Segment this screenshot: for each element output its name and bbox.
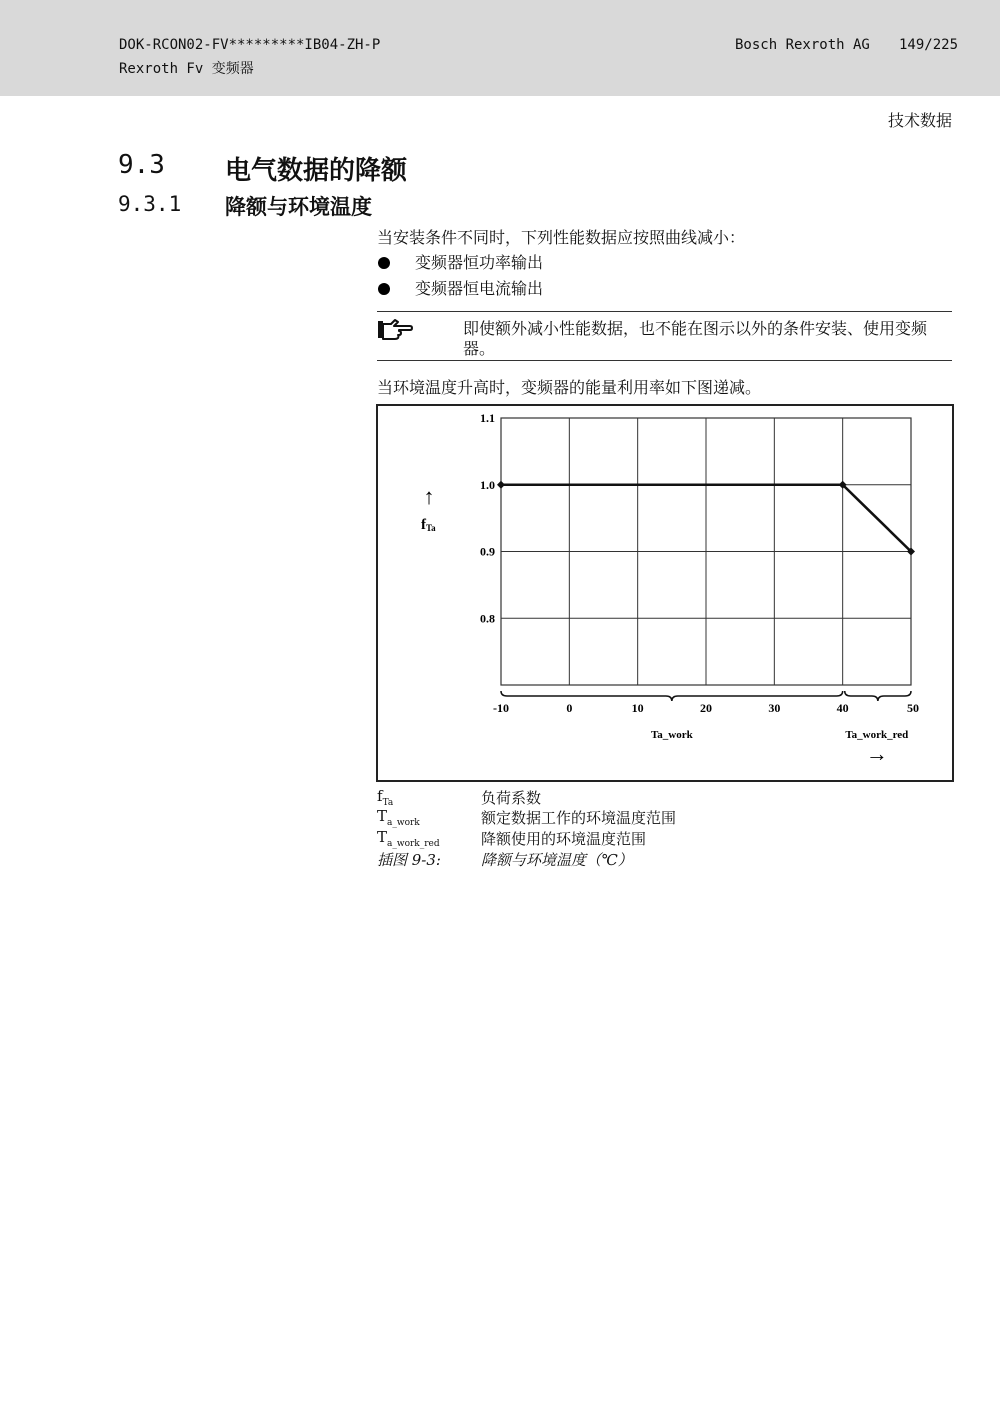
chart-intro-text: 当环境温度升高时，变频器的能量利用率如下图递减。: [377, 378, 762, 397]
y-tick-label: 1.1: [480, 411, 495, 425]
bullet-icon: [378, 257, 390, 269]
range-label-red: Ta_work_red: [845, 729, 909, 741]
y-axis-label-main: f: [421, 517, 426, 533]
x-tick-label: 0: [566, 701, 573, 715]
heading2-title: 降额与环境温度: [225, 195, 372, 219]
note-text-line2: 器。: [463, 339, 496, 358]
data-point-marker: [497, 481, 505, 489]
y-tick-label: 0.9: [480, 544, 495, 559]
bullet-item: 变频器恒电流输出: [415, 279, 544, 298]
range-brace-work: [501, 691, 843, 701]
chart-frame: [376, 404, 954, 782]
x-tick-label: 40: [836, 701, 849, 715]
bullet-item: 变频器恒功率输出: [415, 253, 544, 272]
company-name: Bosch Rexroth AG: [735, 37, 870, 53]
bullet-icon: [378, 283, 390, 295]
legend-desc: 负荷系数: [481, 789, 542, 807]
heading1-title: 电气数据的降额: [225, 156, 408, 186]
legend-sym: T: [377, 828, 388, 846]
legend-sub: Ta: [382, 798, 394, 808]
derating-chart: [378, 406, 952, 780]
legend-symbol: [377, 807, 420, 828]
y-axis-label: [421, 517, 436, 533]
note-bottom-rule: [377, 360, 952, 361]
legend-symbol: [377, 787, 393, 808]
figure-caption-label: 插图 9-3:: [377, 851, 441, 869]
pointing-hand-icon: [377, 318, 413, 342]
y-tick-label: 1.0: [480, 477, 495, 492]
heading-9-3: [118, 150, 165, 180]
range-brace-red: [845, 691, 911, 701]
x-tick-label: -10: [493, 701, 509, 715]
legend-sub: a_work: [387, 818, 420, 828]
intro-text: 当安装条件不同时，下列性能数据应按照曲线减小：: [377, 228, 746, 247]
x-tick-label: 50: [907, 701, 919, 715]
x-tick-label: 10: [631, 701, 644, 715]
page-number: 149/225: [899, 37, 959, 53]
x-tick-label: 30: [768, 701, 781, 715]
legend-desc: 额定数据工作的环境温度范围: [481, 809, 677, 827]
note-text-line1: 即使额外减小性能数据，也不能在图示以外的条件安装、使用变频: [463, 319, 928, 338]
doc-code: DOK-RCON02-FV*********IB04-ZH-P: [119, 37, 381, 53]
figure-caption-text: 降额与环境温度（℃）: [481, 851, 633, 869]
legend-desc: 降额使用的环境温度范围: [481, 830, 647, 848]
x-tick-label: 20: [700, 701, 712, 715]
x-arrow-icon: →: [865, 741, 888, 766]
legend-sym: f: [377, 787, 383, 805]
product-name: Rexroth Fv 变频器: [119, 61, 254, 77]
legend-sub: a_work_red: [387, 839, 440, 849]
heading-9-3-1: [118, 192, 181, 216]
y-tick-label: 0.8: [480, 611, 495, 626]
y-axis-label-sub: Ta: [426, 523, 436, 533]
note-top-rule: [377, 311, 952, 312]
y-arrow-icon: ↑: [423, 484, 435, 509]
range-label-work: Ta_work: [650, 729, 693, 741]
legend-symbol: [377, 828, 440, 849]
section-label: 技术数据: [887, 111, 952, 130]
heading1-number: 9.3: [118, 150, 165, 180]
heading2-number: 9.3.1: [118, 192, 182, 216]
legend-sym: T: [377, 807, 388, 825]
